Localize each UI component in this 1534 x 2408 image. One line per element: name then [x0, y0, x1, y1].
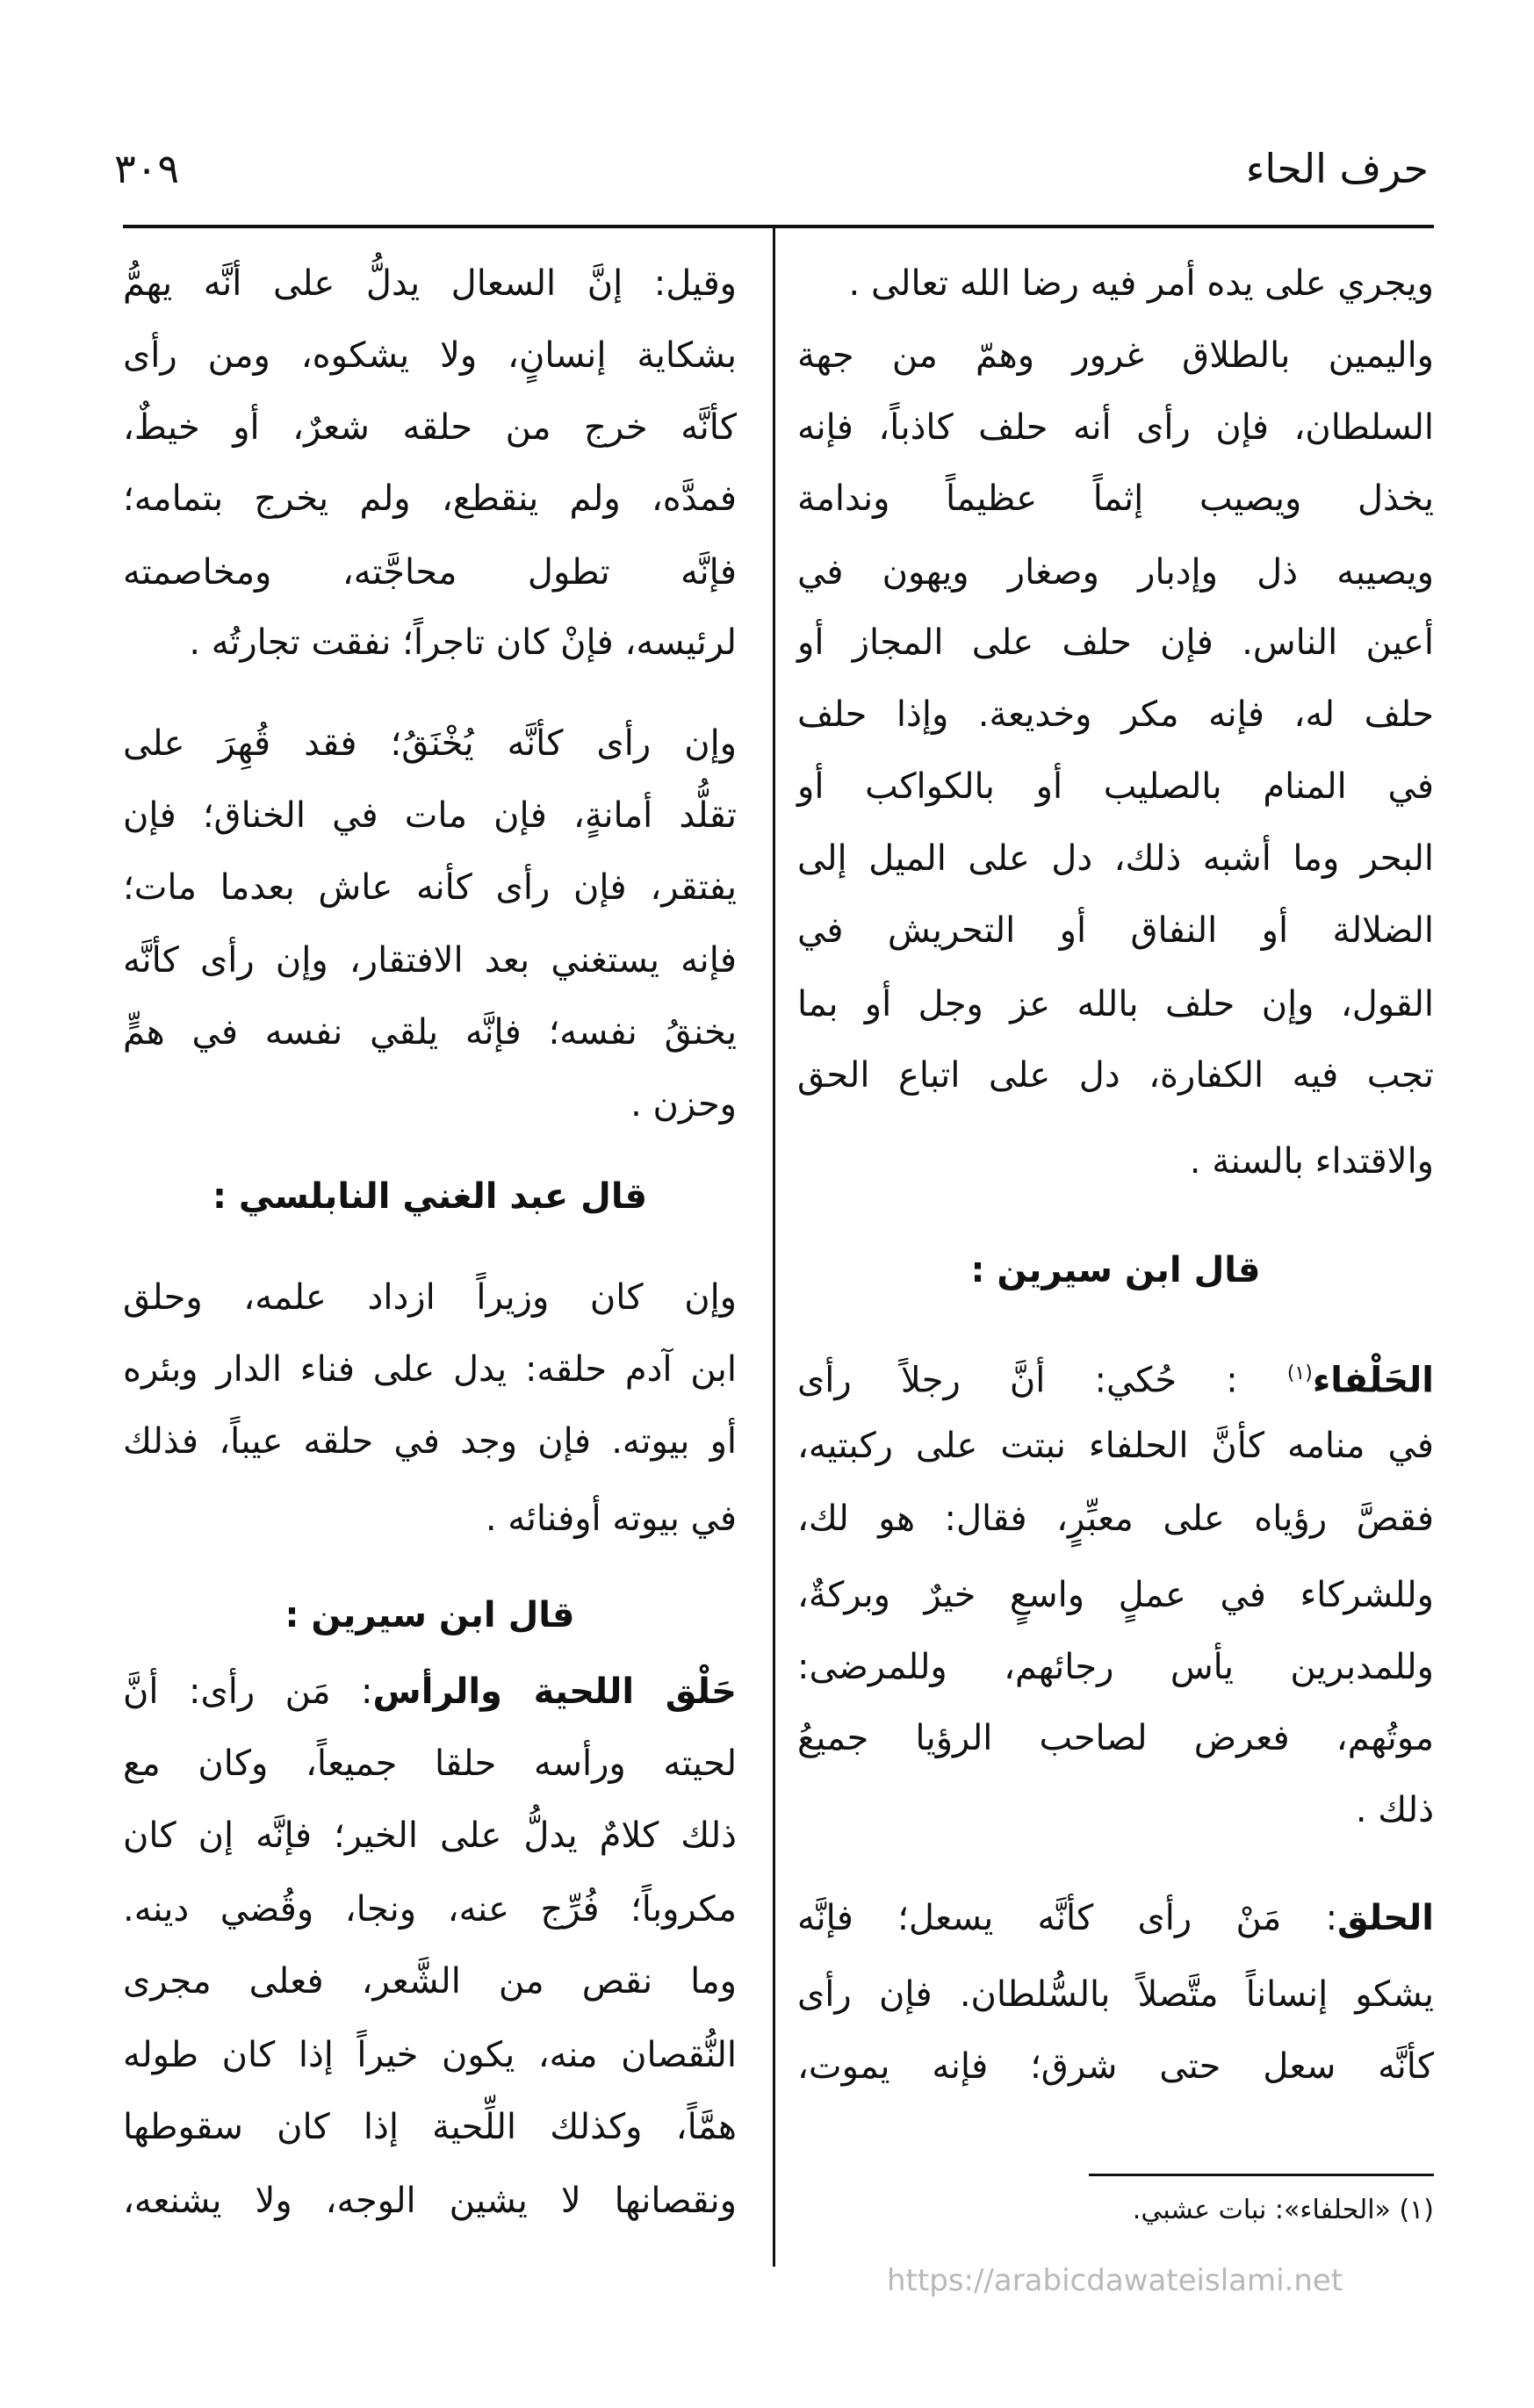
text-line: القول، وإن حلف بالله عز وجل أو بما	[797, 984, 1434, 1024]
header-rule	[123, 225, 1434, 228]
text-line: وإن رأى كأنَّه يُخْنَقُ؛ فقد قُهِرَ على	[123, 723, 737, 764]
text-line: في منامه كأنَّ الحلفاء نبتت على ركبتيه،	[797, 1426, 1434, 1466]
text-line: ذلك كلامٌ يدلُّ على الخير؛ فإنَّه إن كان	[123, 1815, 737, 1856]
text-line: مكروباً؛ فُرِّج عنه، ونجا، وقُضي دينه.	[123, 1889, 737, 1930]
section-heading: قال عبد الغني النابلسي :	[212, 1176, 648, 1217]
section-heading: قال ابن سيرين :	[284, 1595, 575, 1635]
page-number: ٣٠٩	[114, 145, 180, 192]
text-line: حَلْق اللحية والرأس: مَن رأى: أنَّ	[123, 1671, 737, 1712]
text-line: وقيل: إنَّ السعال يدلُّ على أنَّه يهمُّ	[123, 263, 737, 304]
text-line: النُّقصان منه، يكون خيراً إذا كان طوله	[123, 2035, 737, 2075]
footnote-rule	[1089, 2174, 1434, 2176]
text-line: يخنقُ نفسه؛ فإنَّه يلقي نفسه في همٍّ	[123, 1012, 737, 1053]
text-line: السلطان، فإن رأى أنه حلف كاذباً، فإنه	[797, 407, 1434, 448]
text-line: لحيته ورأسه حلقا جميعاً، وكان مع	[123, 1743, 737, 1784]
text-line: وإن كان وزيراً ازداد علمه، وحلق	[123, 1277, 737, 1318]
text-line: ابن آدم حلقه: يدل على فناء الدار وبئره	[123, 1349, 737, 1390]
text-line: أو بيوته. فإن وجد في حلقه عيباً، فذلك	[123, 1421, 737, 1462]
footnote: (١) «الحلفاء»: نبات عشبي.	[1132, 2195, 1434, 2225]
section-heading: قال ابن سيرين :	[970, 1250, 1261, 1290]
running-title: حرف الحاء	[1245, 145, 1429, 192]
entry-term: الحلق	[1337, 1898, 1434, 1938]
text-line: فمدَّه، ولم ينقطع، ولم يخرج بتمامه؛	[123, 478, 737, 519]
text-line: فإنه يستغني بعد الافتقار، وإن رأى كأنَّه	[123, 940, 737, 981]
text-line: أعين الناس. فإن حلف على المجاز أو	[797, 622, 1434, 663]
text-line: حلف له، فإنه مكر وخديعة. وإذا حلف	[797, 694, 1434, 735]
text-line: ذلك .	[1355, 1790, 1434, 1830]
entry-term: الحَلْفاء	[1312, 1360, 1434, 1401]
text-line: ويجري على يده أمر فيه رضا الله تعالى .	[848, 263, 1434, 304]
text-line: يخذل ويصيب إثماً عظيماً وندامة	[797, 478, 1434, 519]
text-line: تقلُّد أمانةٍ، فإن مات في الخناق؛ فإن	[123, 795, 737, 836]
text-line: ونقصانها لا يشين الوجه، ولا يشنعه،	[123, 2181, 737, 2221]
text-line: بشكاية إنسانٍ، ولا يشكوه، ومن رأى	[123, 335, 737, 376]
watermark: https://arabicdawateislami.net	[887, 2263, 1343, 2298]
text-line: البحر وما أشبه ذلك، دل على الميل إلى	[797, 838, 1434, 879]
text-line: لرئيسه، فإنْ كان تاجراً؛ نفقت تجارتُه .	[189, 622, 737, 663]
text-line: في بيوته أوفنائه .	[485, 1499, 737, 1539]
text-line: همَّاً، وكذلك اللِّحية إذا كان سقوطها	[123, 2107, 737, 2147]
text-line: كأنَّه سعل حتى شرق؛ فإنه يموت،	[797, 2046, 1434, 2087]
text-line: كأنَّه خرج من حلقه شعرٌ، أو خيطٌ،	[123, 407, 737, 448]
text-line: موتُهم، فعرض لصاحب الرؤيا جميعُ	[797, 1718, 1434, 1758]
text-line: يشكو إنساناً متَّصلاً بالسُّلطان. فإن رأى	[797, 1974, 1434, 2015]
text-line: فإنَّه تطول محاجَّته، ومخاصمته	[123, 552, 737, 593]
text-line: والاقتداء بالسنة .	[1189, 1141, 1434, 1182]
text-line: الضلالة أو النفاق أو التحريش في	[797, 910, 1434, 951]
text-line: يفتقر، فإن رأى كأنه عاش بعدما مات؛	[123, 867, 737, 908]
entry-term: حَلْق اللحية والرأس	[372, 1671, 737, 1712]
text-line: الحلق: مَنْ رأى كأنَّه يسعل؛ فإنَّه	[797, 1898, 1434, 1938]
text-line: ويصيبه ذل وإدبار وصغار ويهون في	[797, 552, 1434, 593]
text-line: وحزن .	[630, 1084, 737, 1125]
text-line: وما نقص من الشَّعر، فعلى مجرى	[123, 1961, 737, 2002]
text-line: فقصَّ رؤياه على معبِّرٍ، فقال: هو لك،	[797, 1499, 1434, 1539]
text-line: في المنام بالصليب أو بالكواكب أو	[797, 766, 1434, 807]
footnote-marker: (١)	[1286, 1362, 1313, 1384]
text-line: الحَلْفاء$^{(١)}$ : حُكي: أنَّ رجلاً رأى	[797, 1360, 1434, 1401]
text-line: واليمين بالطلاق غرور وهمّ من جهة	[797, 335, 1434, 376]
column-divider	[773, 226, 775, 2267]
text-line: تجب فيه الكفارة، دل على اتباع الحق	[797, 1055, 1434, 1096]
text-line: وللمدبرين يأس رجائهم، وللمرضى:	[797, 1647, 1434, 1687]
text-line: وللشركاء في عملٍ واسعٍ خيرٌ وبركةٌ،	[797, 1575, 1434, 1615]
